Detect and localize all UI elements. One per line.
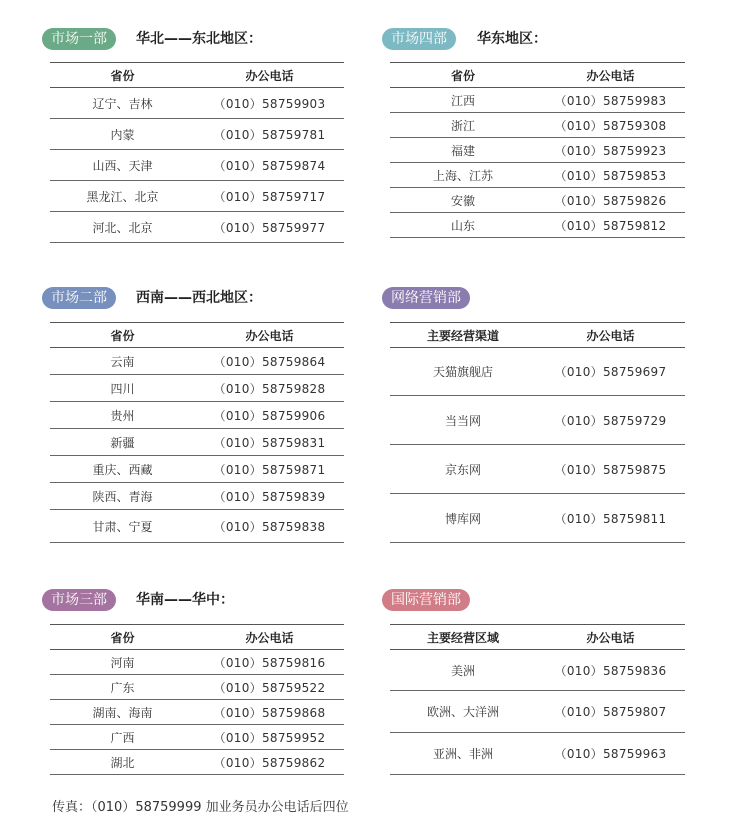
- row-phone: （010）58759522: [195, 675, 344, 700]
- row-province: 河南: [50, 650, 195, 675]
- row-province: 江西: [390, 88, 536, 113]
- row-province: 上海、江苏: [390, 163, 536, 188]
- row-phone: （010）58759977: [195, 212, 344, 243]
- table-row: [50, 510, 344, 543]
- row-phone: （010）58759864: [195, 348, 344, 375]
- table-header-row: [50, 625, 344, 650]
- table-row: [390, 113, 685, 138]
- row-province: 湖北: [50, 750, 195, 775]
- col-header-phone: 办公电话: [536, 323, 685, 348]
- row-province: 浙江: [390, 113, 536, 138]
- row-phone: （010）58759816: [195, 650, 344, 675]
- table-row: [50, 750, 344, 775]
- row-province: 广西: [50, 725, 195, 750]
- table-row: [50, 119, 344, 150]
- row-phone: （010）58759838: [195, 510, 344, 543]
- row-province: 贵州: [50, 402, 195, 429]
- row-phone: （010）58759839: [195, 483, 344, 510]
- row-province: 山东: [390, 213, 536, 238]
- row-phone: （010）58759831: [195, 429, 344, 456]
- col-header-phone: 办公电话: [195, 63, 344, 88]
- region-title-north: 华北——东北地区：: [136, 31, 262, 47]
- row-province: 陕西、青海: [50, 483, 195, 510]
- row-province: 黑龙江、北京: [50, 181, 195, 212]
- row-area: 欧洲、大洋洲: [390, 691, 536, 733]
- row-province: 安徽: [390, 188, 536, 213]
- table-row: [50, 725, 344, 750]
- row-province: 甘肃、宁夏: [50, 510, 195, 543]
- col-header-phone: 办公电话: [536, 63, 685, 88]
- section-badge-online: 网络营销部: [382, 287, 470, 309]
- table-header-row: [50, 63, 344, 88]
- col-header-phone: 办公电话: [195, 625, 344, 650]
- row-phone: （010）58759952: [195, 725, 344, 750]
- table-header-row: [390, 625, 685, 650]
- table-row: [390, 348, 685, 396]
- section-badge-market-4: 市场四部: [382, 28, 456, 50]
- row-phone: （010）58759717: [195, 181, 344, 212]
- row-province: 新疆: [50, 429, 195, 456]
- row-channel: 当当网: [390, 396, 536, 445]
- table-header-row: [390, 323, 685, 348]
- region-title-southwest: 西南——西北地区：: [136, 290, 262, 306]
- table-row: [390, 650, 685, 691]
- row-province: 河北、北京: [50, 212, 195, 243]
- row-phone: （010）58759862: [195, 750, 344, 775]
- row-phone: （010）58759807: [536, 691, 685, 733]
- row-phone: （010）58759781: [195, 119, 344, 150]
- row-channel: 博库网: [390, 494, 536, 543]
- row-phone: （010）58759697: [536, 348, 685, 396]
- col-header-province: 省份: [50, 625, 195, 650]
- row-phone: （010）58759836: [536, 650, 685, 691]
- row-phone: （010）58759906: [195, 402, 344, 429]
- table-online: [390, 322, 685, 543]
- table-row: [390, 445, 685, 494]
- table-header-row: [390, 63, 685, 88]
- section-badge-market-2: 市场二部: [42, 287, 116, 309]
- row-province: 重庆、西藏: [50, 456, 195, 483]
- section-badge-international: 国际营销部: [382, 589, 470, 611]
- row-province: 四川: [50, 375, 195, 402]
- row-phone: （010）58759812: [536, 213, 685, 238]
- table-row: [390, 188, 685, 213]
- table-row: [50, 675, 344, 700]
- row-area: 亚洲、非洲: [390, 733, 536, 775]
- row-phone: （010）58759871: [195, 456, 344, 483]
- table-row: [390, 691, 685, 733]
- table-row: [390, 138, 685, 163]
- table-row: [390, 213, 685, 238]
- col-header-area: 主要经营区域: [390, 625, 536, 650]
- row-phone: （010）58759868: [195, 700, 344, 725]
- col-header-phone: 办公电话: [536, 625, 685, 650]
- row-province: 辽宁、吉林: [50, 88, 195, 119]
- table-row: [50, 456, 344, 483]
- table-row: [390, 88, 685, 113]
- row-phone: （010）58759811: [536, 494, 685, 543]
- table-row: [50, 650, 344, 675]
- col-header-channel: 主要经营渠道: [390, 323, 536, 348]
- row-phone: （010）58759826: [536, 188, 685, 213]
- region-title-south: 华南——华中：: [136, 592, 234, 608]
- table-row: [390, 396, 685, 445]
- table-market-2: [50, 322, 344, 543]
- table-row: [50, 375, 344, 402]
- section-badge-market-1: 市场一部: [42, 28, 116, 50]
- table-row: [50, 429, 344, 456]
- row-province: 内蒙: [50, 119, 195, 150]
- row-phone: （010）58759853: [536, 163, 685, 188]
- row-province: 云南: [50, 348, 195, 375]
- table-row: [50, 150, 344, 181]
- col-header-province: 省份: [390, 63, 536, 88]
- table-row: [50, 402, 344, 429]
- table-row: [50, 88, 344, 119]
- row-phone: （010）58759875: [536, 445, 685, 494]
- table-row: [50, 483, 344, 510]
- row-phone: （010）58759828: [195, 375, 344, 402]
- row-phone: （010）58759923: [536, 138, 685, 163]
- table-header-row: [50, 323, 344, 348]
- table-international: [390, 624, 685, 775]
- table-row: [50, 348, 344, 375]
- row-province: 湖南、海南: [50, 700, 195, 725]
- row-province: 广东: [50, 675, 195, 700]
- table-row: [50, 212, 344, 243]
- table-market-1: [50, 62, 344, 243]
- row-phone: （010）58759903: [195, 88, 344, 119]
- fax-note: 传真：（010）58759999 加业务员办公电话后四位: [52, 800, 349, 815]
- row-phone: （010）58759308: [536, 113, 685, 138]
- row-channel: 天猫旗舰店: [390, 348, 536, 396]
- row-phone: （010）58759983: [536, 88, 685, 113]
- row-phone: （010）58759963: [536, 733, 685, 775]
- table-row: [390, 733, 685, 775]
- table-row: [50, 700, 344, 725]
- section-badge-market-3: 市场三部: [42, 589, 116, 611]
- row-phone: （010）58759729: [536, 396, 685, 445]
- table-row: [50, 181, 344, 212]
- row-phone: （010）58759874: [195, 150, 344, 181]
- row-area: 美洲: [390, 650, 536, 691]
- table-market-4: [390, 62, 685, 238]
- table-market-3: [50, 624, 344, 775]
- col-header-province: 省份: [50, 63, 195, 88]
- col-header-province: 省份: [50, 323, 195, 348]
- region-title-east: 华东地区：: [477, 31, 547, 47]
- table-row: [390, 494, 685, 543]
- col-header-phone: 办公电话: [195, 323, 344, 348]
- row-province: 福建: [390, 138, 536, 163]
- row-channel: 京东网: [390, 445, 536, 494]
- row-province: 山西、天津: [50, 150, 195, 181]
- table-row: [390, 163, 685, 188]
